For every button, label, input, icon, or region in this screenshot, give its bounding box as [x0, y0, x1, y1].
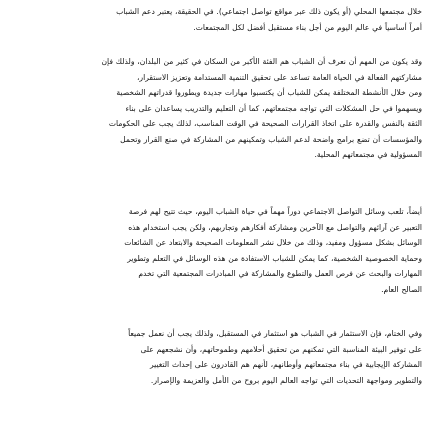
paragraph-1-line: أمراً أساسياً في عالم اليوم من أجل بناء مستقبل أفضل لكل المجتمعات.	[193, 22, 422, 32]
paragraph-2-line: الثقة بالنفس والقدرة على اتخاذ القرارات الصحيحة في الوقت المناسب، لذلك يجب على الحكومات	[108, 119, 422, 128]
paragraph-2-line: ومن خلال الأنشطة المختلفة يمكن للشباب أن يكتسبوا مهارات جديدة ويطوروا قدراتهم الشخصية	[116, 88, 422, 97]
paragraph-2-line: المسؤولية في مجتمعاتهم المحلية.	[314, 150, 422, 159]
paragraph-4-line: المشاركة الإيجابية في بناء مجتمعاتهم وأوطانهم، لأنهم هم القادرون على إحداث التغيير	[149, 360, 422, 369]
paragraph-3	[8, 204, 422, 308]
paragraph-1	[8, 4, 422, 36]
paragraph-3-line: وحماية الخصوصية الشخصية، كما يمكن للشباب الاستفادة من هذه الوسائل في التعلم وتطوير	[127, 253, 422, 263]
paragraph-2-line: ويسهموا في حل المشكلات التي تواجه مجتمعاتهم، كما أن التعليم والتدريب يساعدان على بناء	[125, 103, 422, 113]
paragraph-2-line: وقد يكون من المهم أن نعرف أن الشباب هم الفئة الأكبر من السكان في كثير من البلدان، ولذلك فإن	[101, 57, 422, 66]
paragraph-2-line: والمؤسسات أن تضع برامج واضحة لدعم الشباب وتمكينهم من المشاركة في صنع القرار وتحمل	[120, 134, 422, 144]
paragraph-4	[8, 326, 422, 406]
paragraph-1-line: خلال مجتمعها المحلي (أو يكون ذلك عبر مواقع تواصل اجتماعي). في الحقيقة، يعتبر دعم الشباب	[116, 7, 422, 16]
paragraph-3-line: المهارات والبحث عن فرص العمل والتطوع والمشاركة في المبادرات المجتمعية التي تخدم	[138, 269, 422, 278]
paragraph-3-line: الوسائل بشكل مسؤول ومفيد، وذلك من خلال نشر المعلومات الصحيحة والابتعاد عن الشائعات	[124, 238, 422, 247]
paragraph-3-line: التعبير عن آرائهم والتواصل مع الآخرين ومشاركة أفكارهم وتجاربهم، ولكن يجب استخدام هذه	[128, 222, 422, 232]
paragraph-4-line: على توفير البيئة المناسبة التي تمكنهم من تحقيق أحلامهم وطموحاتهم، وأن نشجعهم على	[140, 344, 422, 354]
paragraph-3-line: الصالح العام.	[381, 284, 422, 294]
paragraph-3-line: أيضاً، تلعب وسائل التواصل الاجتماعي دوراً مهماً في حياة الشباب اليوم، حيث تتيح لهم فرصة	[128, 207, 422, 216]
paragraph-4-line: والتطوير ومواجهة التحديات التي تواجه العالم اليوم بروح من الأمل والعزيمة والإصرار.	[150, 375, 422, 385]
paragraph-2	[8, 54, 422, 186]
paragraph-2-line: مشاركتهم الفعالة في الحياة العامة تساعد على تحقيق التنمية المستدامة وتعزيز الاستقرار،	[136, 72, 422, 82]
paragraph-4-line: وفي الختام، فإن الاستثمار في الشباب هو استثمار في المستقبل، ولذلك يجب أن نعمل جميعاً	[128, 329, 422, 338]
